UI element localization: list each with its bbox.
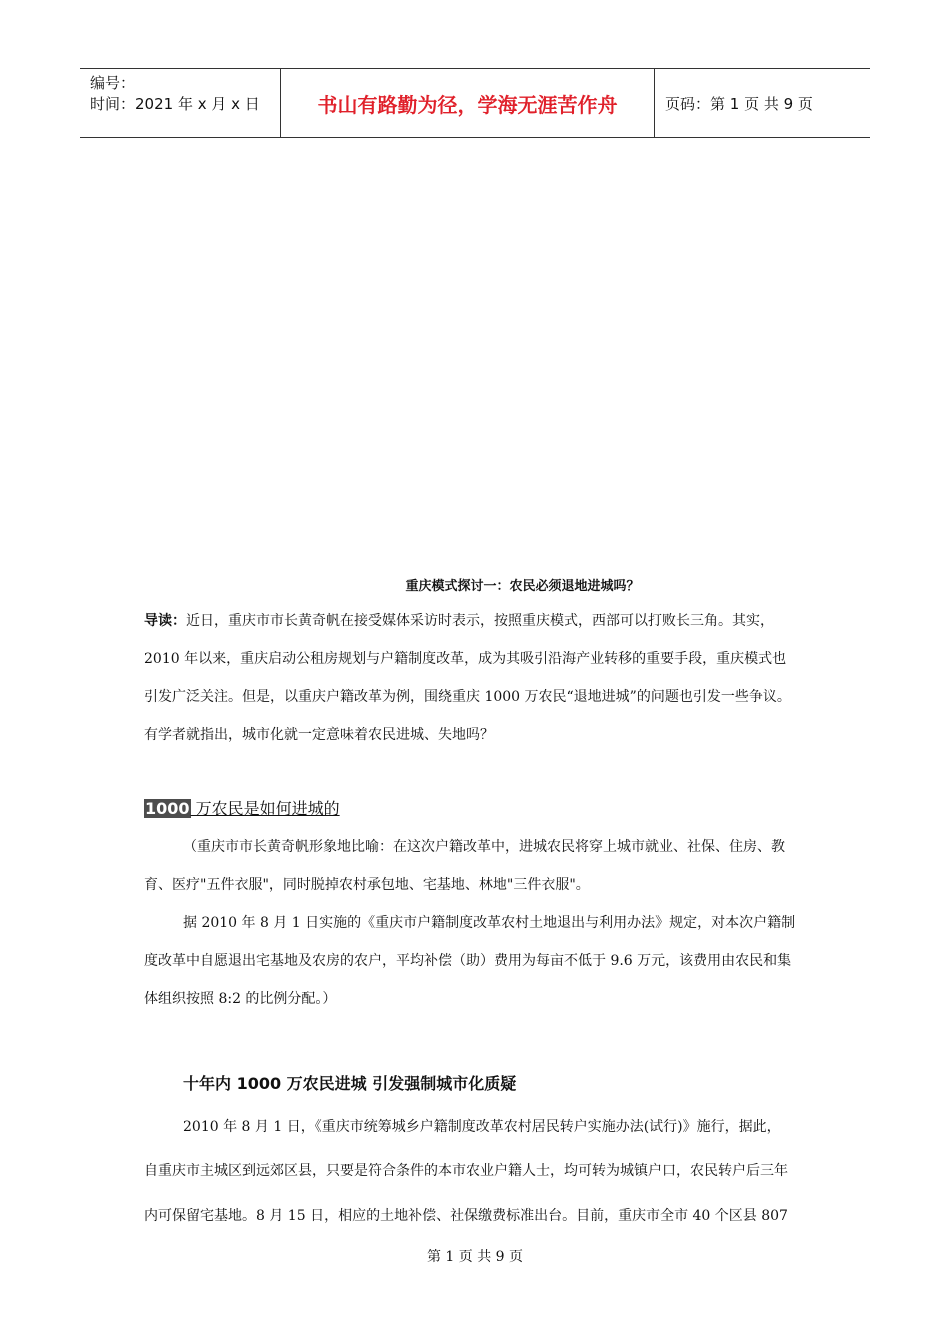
- page-header: [80, 68, 870, 138]
- page-footer: 第 1 页 共 9 页: [426, 1249, 524, 1265]
- number-label: 编号：: [90, 74, 136, 92]
- section2-line-3: 内可保留宅基地。8 月 15 日，相应的土地补偿、社保缴费标准出台。目前，重庆市全市 40 个区县 807: [144, 1208, 788, 1224]
- section1-heading-text: 万农民是如何进城的: [190, 799, 340, 818]
- section1-line-1: （重庆市市长黄奇帆形象地比喻：在这次户籍改革中，进城农民将穿上城市就业、社保、住房、教: [183, 839, 785, 855]
- lead-line-4: 有学者就指出，城市化就一定意味着农民进城、失地吗？: [144, 727, 494, 743]
- section2-heading: 十年内 1000 万农民进城 引发强制城市化质疑: [183, 1074, 517, 1093]
- time-label: 时间：2021 年 x 月 x 日: [90, 95, 260, 113]
- section2-line-1: 2010 年 8 月 1 日，《重庆市统筹城乡户籍制度改革农村居民转户实施办法(试行)》施行，据此，: [183, 1119, 781, 1135]
- header-meta: [80, 69, 281, 137]
- section1-highlight: 1000: [145, 799, 190, 818]
- document-title: 重庆模式探讨一：农民必须退地进城吗？: [405, 579, 640, 594]
- section1-line-2: 育、医疗"五件衣服"，同时脱掉农村承包地、宅基地、林地"三件衣服"。: [144, 877, 590, 893]
- header-motto: 书山有路勤为径，学海无涯苦作舟: [281, 69, 655, 137]
- lead-line-2: 2010 年以来，重庆启动公租房规划与户籍制度改革，成为其吸引沿海产业转移的重要手段，重庆模式也: [144, 651, 787, 667]
- section1-line-4: 度改革中自愿退出宅基地及农房的农户，平均补偿（助）费用为每亩不低于 9.6 万元，该费用由农民和集: [144, 953, 792, 969]
- header-page-label: 页码：第 1 页 共 9 页: [665, 94, 813, 113]
- lead-label: 导读：: [144, 613, 186, 629]
- section1-line-3: 据 2010 年 8 月 1 日实施的《重庆市户籍制度改革农村土地退出与利用办法》规定，对本次户籍制: [183, 915, 796, 931]
- section1-line-5: 体组织按照 8:2 的比例分配。）: [144, 991, 337, 1007]
- section1-heading: [144, 796, 340, 819]
- lead-line-3: 引发广泛关注。但是，以重庆户籍改革为例，围绕重庆 1000 万农民“退地进城”的问题也引发一些争议。: [144, 689, 791, 705]
- section2-line-2: 自重庆市主城区到远郊区县，只要是符合条件的本市农业户籍人士，均可转为城镇户口，农民转户后三年: [144, 1163, 788, 1179]
- lead-line-1: 导读：近日，重庆市市长黄奇帆在接受媒体采访时表示，按照重庆模式，西部可以打败长三角。其实，: [144, 613, 774, 629]
